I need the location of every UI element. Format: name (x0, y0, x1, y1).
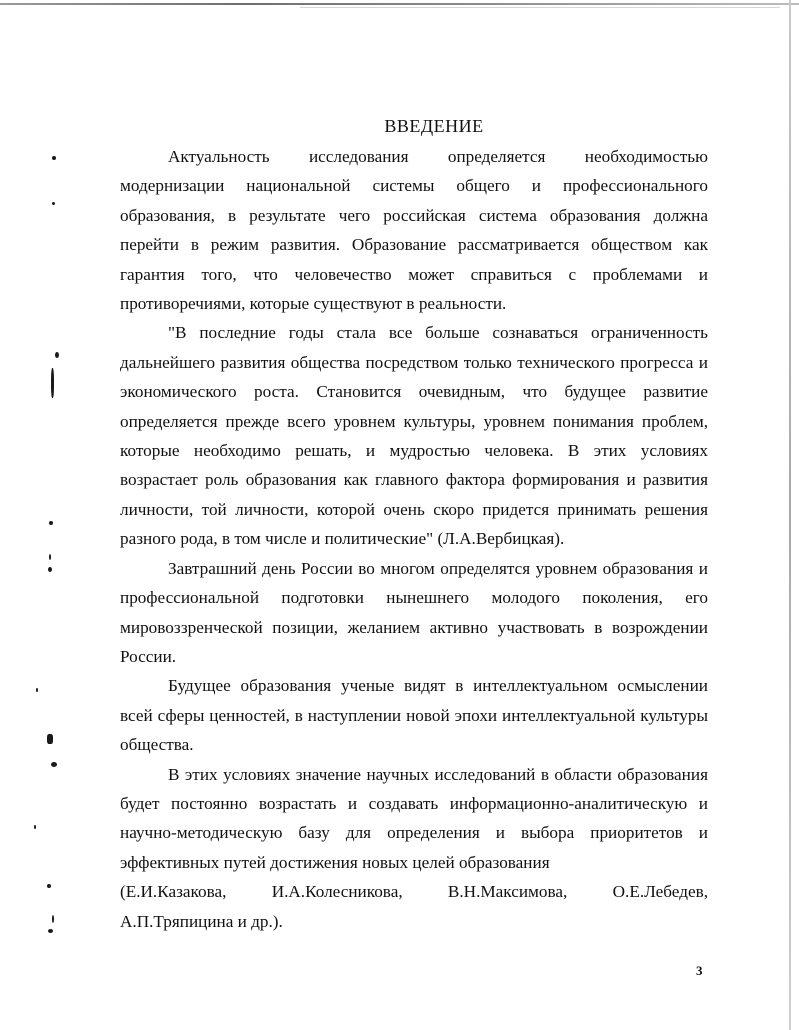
margin-speck (55, 352, 59, 358)
margin-speck (34, 825, 36, 829)
margin-speck (48, 567, 52, 572)
document-body (120, 142, 708, 936)
paragraph: Завтрашний день России во многом определятся уровнем образования и профессиональной подготовки нынешнего молодого поколения, его мировоззренческой позиции, желанием активно участвовать в возрождении России. (120, 558, 708, 666)
paragraph: В этих условиях значение научных исследований в области образования будет постоянно возрастать и создавать информационно-аналитическую и научно-методическую базу для определения и выбора приоритетов и эффективных путей достижения новых целей образования (120, 764, 708, 872)
margin-speck (52, 915, 54, 923)
document-title: ВВЕДЕНИЕ (384, 116, 484, 136)
scan-edge-top (0, 3, 799, 5)
page-number: 3 (696, 963, 703, 978)
author-name: О.Е.Лебедев, (612, 882, 708, 902)
margin-speck (47, 734, 53, 744)
margin-speck (36, 688, 38, 692)
scan-edge-right (789, 0, 791, 1030)
paragraph: Будущее образования ученые видят в интеллектуальном осмыслении всей сферы ценностей, в наступлении новой эпохи интеллектуальной культуры общества. (120, 676, 708, 755)
author-name: В.Н.Максимова, (447, 882, 568, 902)
margin-speck (49, 554, 51, 560)
scan-edge-top-secondary (300, 7, 780, 8)
margin-speck (49, 521, 53, 525)
author-name: (Е.И.Казакова, (120, 882, 227, 902)
author-name: И.А.Колесникова, (271, 882, 403, 902)
margin-speck (48, 929, 53, 933)
margin-speck (52, 202, 55, 205)
margin-speck (47, 884, 51, 888)
paragraph: "В последние годы стала все больше сознаваться ограниченность дальнейшего развития общества посредством только технического прогресса и экономического роста. Становится очевидным, что будущее развитие определяется прежде всего уровнем культуры, уровнем понимания проблем, которые необходимо решать, и мудростью человека. В этих условиях возрастает роль образования как главного фактора формирования и развития личности, той личности, которой очень скоро придется принимать решения разного рода, в том числе и политические" (Л.А.Вербицкая). (120, 323, 708, 549)
authors-last-line: А.П.Тряпицина и др.). (120, 911, 283, 931)
margin-speck (51, 762, 57, 767)
authors-line (120, 877, 708, 906)
paragraph: Актуальность исследования определяется необходимостью модернизации национальной системы общего и профессионального образования, в результате чего российская система образования должна перейти в режим развития. Образование рассматривается обществом как гарантия того, что человечество может справиться с проблемами и противоречиями, которые существуют в реальности. (120, 147, 708, 314)
margin-speck (52, 156, 56, 160)
margin-speck (51, 368, 54, 398)
